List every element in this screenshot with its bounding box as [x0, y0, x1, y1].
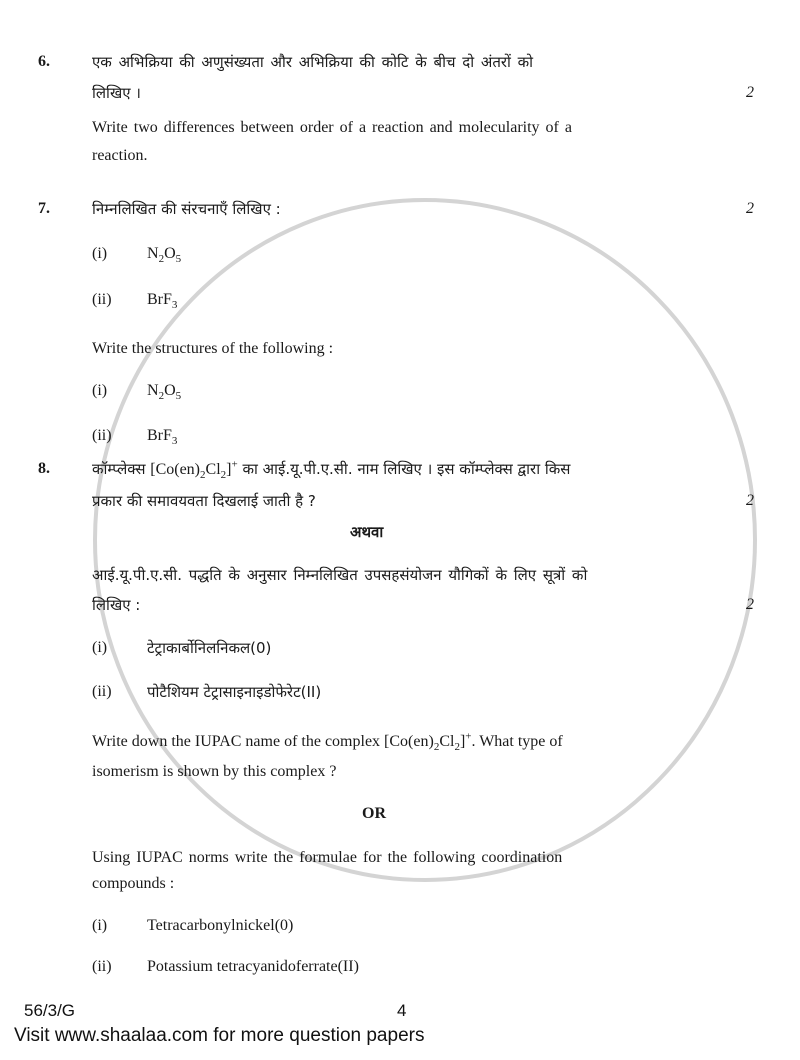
q8-english-line2: isomerism is shown by this complex ?: [92, 763, 337, 780]
q6-hindi-line2: लिखिए ।: [92, 84, 141, 102]
visit-link[interactable]: Visit www.shaalaa.com for more question papers: [14, 1025, 425, 1046]
marks: 2: [746, 200, 754, 217]
item-roman: (i): [92, 917, 108, 934]
or-hindi: अथवा: [350, 523, 384, 541]
marks: 2: [746, 596, 754, 613]
formula-n2o5: $N_2O_5$: [147, 245, 182, 266]
q8-hindi-line1: कॉम्प्लेक्स $[Co(en)_2Cl_2]^+$ का आई.यू.पी.ए.सी. नाम लिखिए । इस कॉम्प्लेक्स द्वारा किस: [92, 458, 571, 482]
q7-english: Write the structures of the following :: [92, 340, 334, 357]
item-text: पोटैशियम टेट्रासाइनाइडोफेरेट(II): [147, 683, 322, 701]
q8-alt-hindi-line1: आई.यू.पी.ए.सी. पद्धति के अनुसार निम्नलिखित उपसहसंयोजन यौगिकों के लिए सूत्रों को: [92, 566, 588, 584]
q6-english-line1: Write two differences between order of a reaction and molecularity of a: [92, 119, 572, 136]
q7-hindi: निम्नलिखित की संरचनाएँ लिखिए :: [92, 200, 281, 218]
question-number: 6.: [38, 53, 50, 70]
item-roman: (ii): [92, 291, 112, 308]
q8-hindi-line2: प्रकार की समावयवता दिखलाई जाती है ?: [92, 492, 316, 510]
item-text: टेट्राकार्बोनिलनिकल(0): [147, 639, 272, 657]
question-number: 8.: [38, 460, 50, 477]
q6-hindi-line1: एक अभिक्रिया की अणुसंख्यता और अभिक्रिया की कोटि के बीच दो अंतरों को: [92, 53, 534, 71]
item-roman: (i): [92, 639, 108, 656]
or-english: OR: [362, 805, 386, 822]
item-text: Tetracarbonylnickel(0): [147, 917, 294, 934]
formula-n2o5: $N_2O_5$: [147, 382, 182, 403]
item-roman: (i): [92, 382, 108, 399]
formula-brf3: BrF$_3$: [147, 291, 178, 312]
q8-alt-english-line1: Using IUPAC norms write the formulae for the following coordination: [92, 849, 563, 866]
item-roman: (ii): [92, 427, 112, 444]
formula-brf3: BrF$_3$: [147, 427, 178, 448]
item-roman: (ii): [92, 958, 112, 975]
page-number: 4: [397, 1001, 407, 1020]
item-roman: (i): [92, 245, 108, 262]
marks: 2: [746, 84, 754, 101]
paper-code: 56/3/G: [24, 1001, 76, 1020]
q6-english-line2: reaction.: [92, 147, 148, 164]
marks: 2: [746, 492, 754, 509]
question-number: 7.: [38, 200, 50, 217]
q8-alt-hindi-line2: लिखिए :: [92, 596, 141, 614]
q8-english-line1: Write down the IUPAC name of the complex $[Co(en)_2Cl_2]^+$. What type of: [92, 730, 563, 754]
item-text: Potassium tetracyanidoferrate(II): [147, 958, 359, 975]
q8-alt-english-line2: compounds :: [92, 875, 175, 892]
item-roman: (ii): [92, 683, 112, 700]
